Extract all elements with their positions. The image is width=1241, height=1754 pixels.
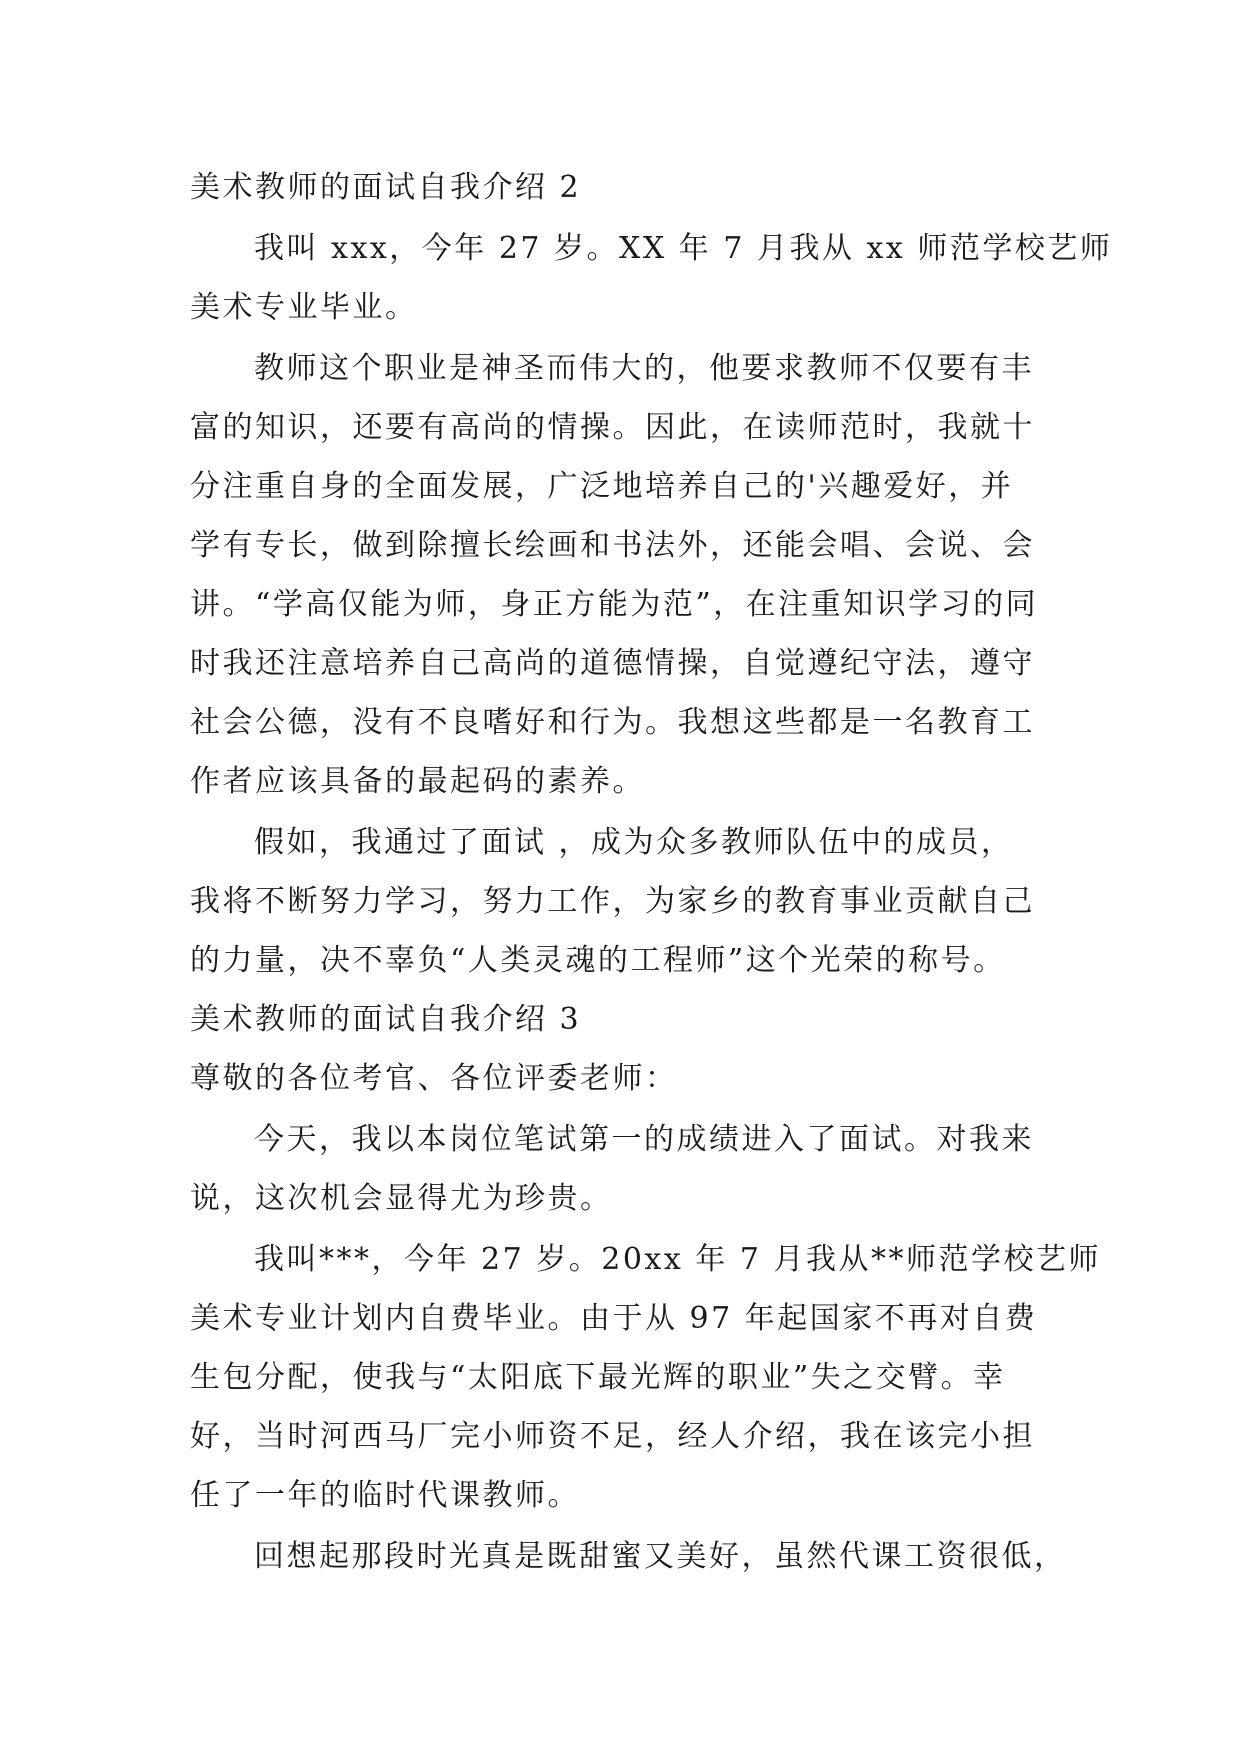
section-heading-2: 美术教师的面试自我介绍 2 <box>190 170 582 205</box>
paragraph-line: 生包分配，使我与“太阳底下最光辉的职业”失之交臂。幸 <box>190 1360 1006 1395</box>
paragraph-line: 分注重自身的全面发展，广泛地培养自己的'兴趣爱好，并 <box>190 469 1014 504</box>
paragraph-line: 我将不断努力学习，努力工作，为家乡的教育事业贡献自己 <box>190 884 1035 919</box>
paragraph-line: 富的知识，还要有高尚的情操。因此，在读师范时，我就十 <box>190 410 1035 445</box>
salutation-line: 尊敬的各位考官、各位评委老师： <box>190 1061 678 1096</box>
paragraph-line: 社会公德，没有不良嗜好和行为。我想这些都是一名教育工 <box>190 705 1035 740</box>
paragraph-line: 讲。“学高仅能为师，身正方能为范”，在注重知识学习的同 <box>190 587 1039 622</box>
paragraph-line: 任了一年的临时代课教师。 <box>190 1478 580 1513</box>
paragraph-line: 时我还注意培养自己高尚的道德情操，自觉遵纪守法，遵守 <box>190 646 1035 681</box>
paragraph-line: 今天，我以本岗位笔试第一的成绩进入了面试。对我来 <box>254 1122 1034 1157</box>
document-page <box>190 158 1113 1586</box>
paragraph-line: 美术专业计划内自费毕业。由于从 97 年起国家不再对自费 <box>190 1301 1038 1336</box>
paragraph-line: 美术专业毕业。 <box>190 290 418 325</box>
paragraph-line: 作者应该具备的最起码的素养。 <box>190 764 645 799</box>
paragraph-line: 说，这次机会显得尤为珍贵。 <box>190 1181 613 1216</box>
paragraph-line: 假如，我通过了面试 ，成为众多教师队伍中的成员， <box>254 825 1014 860</box>
paragraph-line: 的力量，决不辜负“人类灵魂的工程师”这个光荣的称号。 <box>190 943 1006 978</box>
paragraph-line: 回想起那段时光真是既甜蜜又美好，虽然代课工资很低， <box>254 1539 1067 1574</box>
paragraph-line: 学有专长，做到除擅长绘画和书法外，还能会唱、会说、会 <box>190 528 1035 563</box>
paragraph-line: 我叫***，今年 27 岁。20xx 年 7 月我从**师范学校艺师 <box>254 1242 1101 1277</box>
section-heading-3: 美术教师的面试自我介绍 3 <box>190 1002 582 1037</box>
paragraph-line: 教师这个职业是神圣而伟大的，他要求教师不仅要有丰 <box>254 351 1034 386</box>
paragraph-line: 我叫 xxx，今年 27 岁。XX 年 7 月我从 xx 师范学校艺师 <box>254 231 1113 266</box>
paragraph-line: 好，当时河西马厂完小师资不足，经人介绍，我在该完小担 <box>190 1419 1035 1454</box>
